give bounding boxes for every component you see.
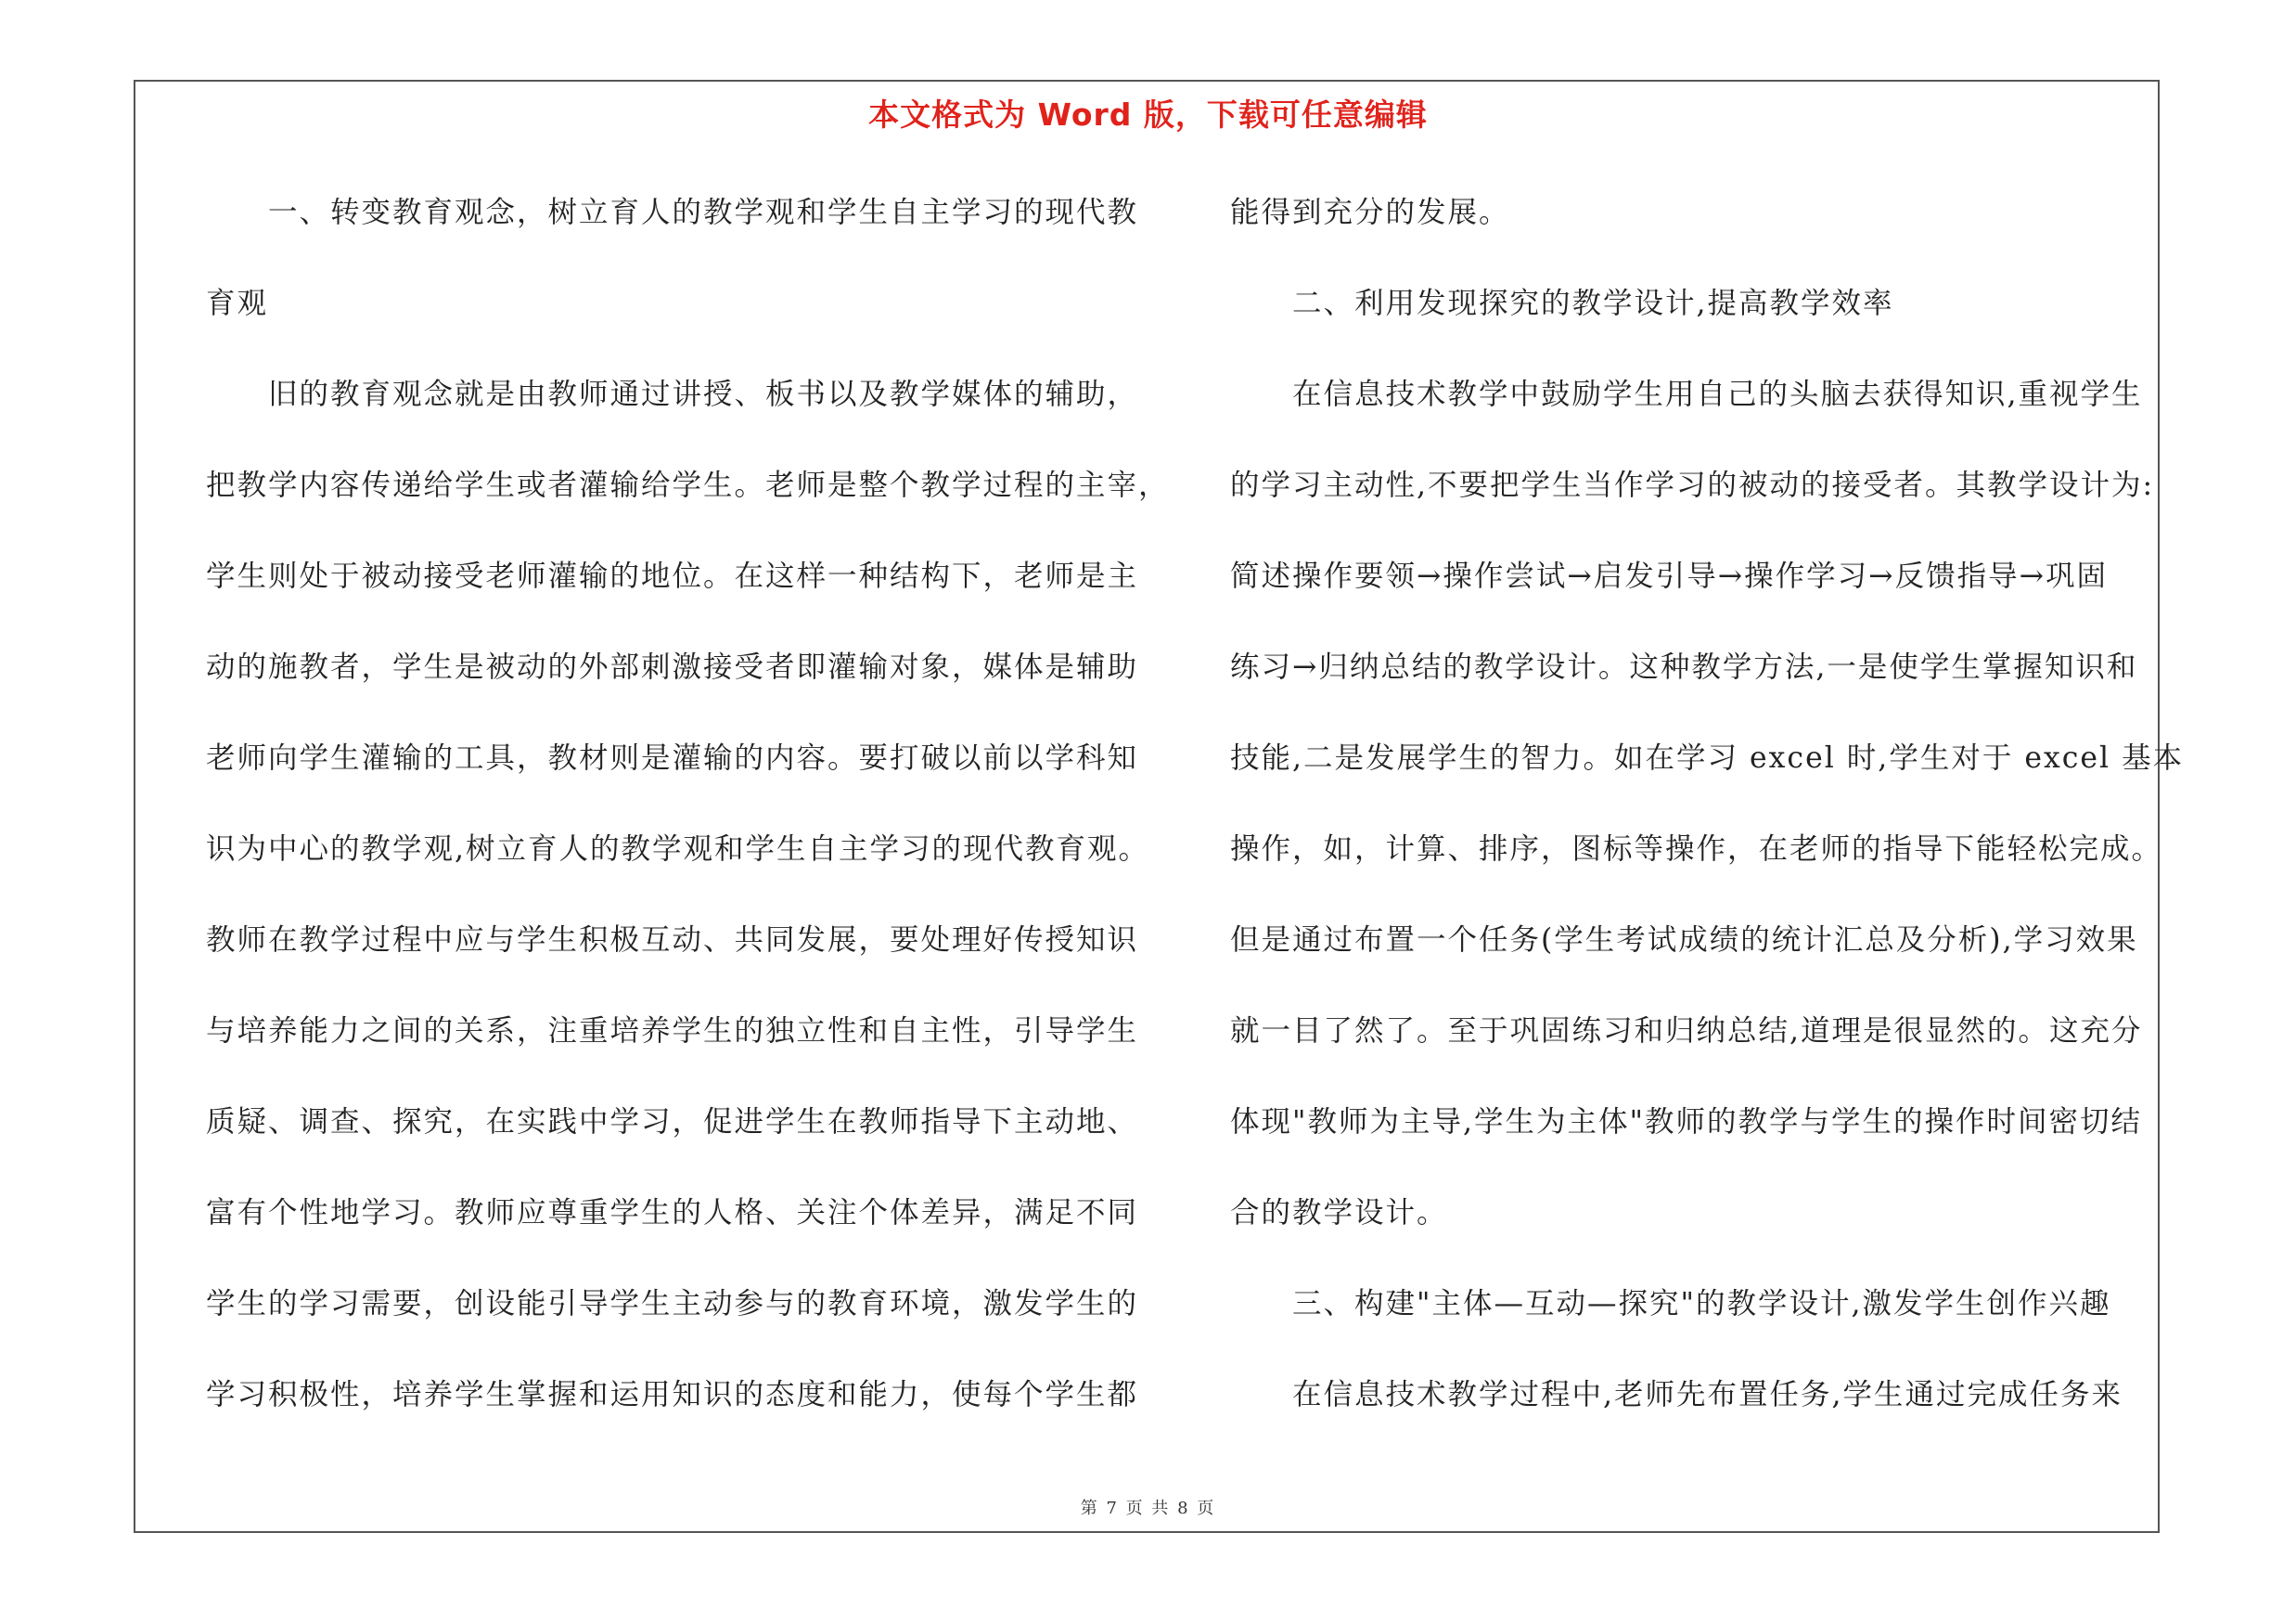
text-line: 能得到充分的发展。 xyxy=(1230,196,1510,229)
text-line: 育观 xyxy=(206,287,269,320)
text-line: 体现"教师为主导,学生为主体"教师的教学与学生的操作时间密切结 xyxy=(1230,1105,2142,1139)
text-line: 但是通过布置一个任务(学生考试成绩的统计汇总及分析),学习效果 xyxy=(1230,923,2138,957)
text-line: 一、转变教育观念，树立育人的教学观和学生自主学习的现代教 xyxy=(206,196,1139,229)
text-line: 教师在教学过程中应与学生积极互动、共同发展，要处理好传授知识 xyxy=(206,923,1139,957)
right-column xyxy=(1230,167,2185,1440)
text-line: 学生的学习需要，创设能引导学生主动参与的教育环境，激发学生的 xyxy=(206,1287,1139,1320)
text-line: 动的施教者，学生是被动的外部刺激接受者即灌输对象，媒体是辅助 xyxy=(206,650,1139,684)
text-line: 合的教学设计。 xyxy=(1230,1196,1448,1230)
text-line: 就一目了然了。至于巩固练习和归纳总结,道理是很显然的。这充分 xyxy=(1230,1014,2143,1048)
text-line: 二、利用发现探究的教学设计,提高教学效率 xyxy=(1230,287,1894,320)
text-line: 旧的教育观念就是由教师通过讲授、板书以及教学媒体的辅助， xyxy=(206,378,1139,411)
header-banner: 本文格式为 Word 版，下载可任意编辑 xyxy=(868,97,1428,133)
text-line: 简述操作要领→操作尝试→启发引导→操作学习→反馈指导→巩固 xyxy=(1230,560,2108,593)
text-line: 的学习主动性,不要把学生当作学习的被动的接受者。其教学设计为: xyxy=(1230,469,2155,502)
text-line: 技能,二是发展学生的智力。如在学习 excel 时,学生对于 excel 基本 xyxy=(1230,741,2185,775)
text-line: 与培养能力之间的关系，注重培养学生的独立性和自主性，引导学生 xyxy=(206,1014,1139,1048)
text-line: 在信息技术教学过程中,老师先布置任务,学生通过完成任务来 xyxy=(1230,1378,2123,1411)
text-line: 把教学内容传递给学生或者灌输给学生。老师是整个教学过程的主宰， xyxy=(206,469,1170,502)
text-line: 识为中心的教学观,树立育人的教学观和学生自主学习的现代教育观。 xyxy=(206,832,1150,866)
text-line: 学习积极性，培养学生掌握和运用知识的态度和能力，使每个学生都 xyxy=(206,1378,1139,1411)
page-number: 第 7 页 共 8 页 xyxy=(1080,1499,1216,1518)
text-line: 学生则处于被动接受老师灌输的地位。在这样一种结构下，老师是主 xyxy=(206,560,1139,593)
left-column xyxy=(206,167,1170,1440)
text-line: 操作，如，计算、排序，图标等操作，在老师的指导下能轻松完成。 xyxy=(1230,832,2163,866)
text-line: 练习→归纳总结的教学设计。这种教学方法,一是使学生掌握知识和 xyxy=(1230,650,2138,684)
text-line: 在信息技术教学中鼓励学生用自己的头脑去获得知识,重视学生 xyxy=(1230,378,2143,411)
text-line: 富有个性地学习。教师应尊重学生的人格、关注个体差异，满足不同 xyxy=(206,1196,1139,1230)
text-line: 老师向学生灌输的工具，教材则是灌输的内容。要打破以前以学科知 xyxy=(206,741,1139,775)
text-line: 三、构建"主体—互动—探究"的教学设计,激发学生创作兴趣 xyxy=(1230,1287,2111,1320)
text-line: 质疑、调查、探究，在实践中学习，促进学生在教师指导下主动地、 xyxy=(206,1105,1139,1139)
